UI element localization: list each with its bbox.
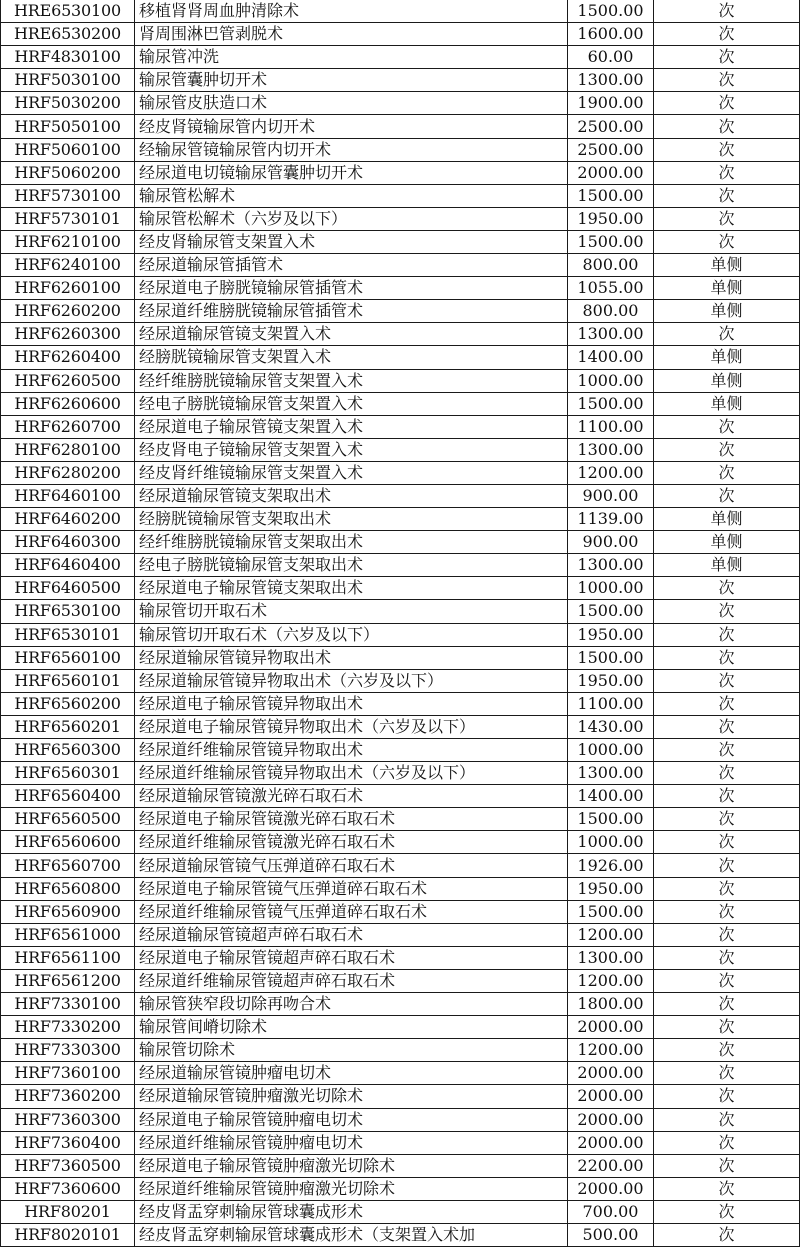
item-unit-cell: 次 bbox=[654, 461, 800, 484]
table-row bbox=[1, 692, 800, 715]
item-code-cell: HRF7360600 bbox=[1, 1177, 135, 1200]
item-unit-cell: 次 bbox=[654, 1016, 800, 1039]
item-unit-cell: 次 bbox=[654, 923, 800, 946]
item-code-cell: HRF7360100 bbox=[1, 1062, 135, 1085]
item-price-cell: 1500.00 bbox=[568, 808, 654, 831]
item-name-cell: 经尿道纤维膀胱镜输尿管插管术 bbox=[135, 300, 568, 323]
item-code-cell: HRF7360400 bbox=[1, 1131, 135, 1154]
table-row bbox=[1, 115, 800, 138]
item-price-cell: 1000.00 bbox=[568, 369, 654, 392]
item-code-cell: HRF6460100 bbox=[1, 484, 135, 507]
item-code-cell: HRF6560500 bbox=[1, 808, 135, 831]
table-row bbox=[1, 1200, 800, 1223]
table-row bbox=[1, 23, 800, 46]
table-row bbox=[1, 1039, 800, 1062]
item-unit-cell: 次 bbox=[654, 115, 800, 138]
item-unit-cell: 次 bbox=[654, 1085, 800, 1108]
item-code-cell: HRF6460200 bbox=[1, 508, 135, 531]
table-row bbox=[1, 438, 800, 461]
item-code-cell: HRF5060100 bbox=[1, 138, 135, 161]
item-name-cell: 经皮肾输尿管支架置入术 bbox=[135, 230, 568, 253]
item-unit-cell: 次 bbox=[654, 969, 800, 992]
item-unit-cell: 次 bbox=[654, 1039, 800, 1062]
item-unit-cell: 次 bbox=[654, 692, 800, 715]
item-unit-cell: 次 bbox=[654, 877, 800, 900]
item-code-cell: HRF6280200 bbox=[1, 461, 135, 484]
item-price-cell: 2000.00 bbox=[568, 161, 654, 184]
table-row bbox=[1, 1223, 800, 1246]
item-price-cell: 700.00 bbox=[568, 1200, 654, 1223]
item-name-cell: 经尿道输尿管镜支架取出术 bbox=[135, 484, 568, 507]
table-row bbox=[1, 69, 800, 92]
item-code-cell: HRF5050100 bbox=[1, 115, 135, 138]
table-row bbox=[1, 0, 800, 23]
item-price-cell: 800.00 bbox=[568, 254, 654, 277]
item-price-cell: 1300.00 bbox=[568, 762, 654, 785]
item-unit-cell: 次 bbox=[654, 646, 800, 669]
item-price-cell: 1300.00 bbox=[568, 946, 654, 969]
table-row bbox=[1, 1085, 800, 1108]
item-name-cell: 经纤维膀胱镜输尿管支架置入术 bbox=[135, 369, 568, 392]
item-unit-cell: 次 bbox=[654, 900, 800, 923]
item-unit-cell: 次 bbox=[654, 184, 800, 207]
item-price-cell: 2000.00 bbox=[568, 1177, 654, 1200]
item-unit-cell: 单侧 bbox=[654, 369, 800, 392]
table-row bbox=[1, 138, 800, 161]
table-row bbox=[1, 230, 800, 253]
item-name-cell: 经尿道电切镜输尿管囊肿切开术 bbox=[135, 161, 568, 184]
item-code-cell: HRF7330300 bbox=[1, 1039, 135, 1062]
table-row bbox=[1, 577, 800, 600]
item-code-cell: HRF6460500 bbox=[1, 577, 135, 600]
item-unit-cell: 单侧 bbox=[654, 254, 800, 277]
item-code-cell: HRF5030100 bbox=[1, 69, 135, 92]
item-unit-cell: 单侧 bbox=[654, 300, 800, 323]
item-unit-cell: 次 bbox=[654, 161, 800, 184]
table-row bbox=[1, 785, 800, 808]
item-price-cell: 60.00 bbox=[568, 46, 654, 69]
item-name-cell: 输尿管松解术（六岁及以下） bbox=[135, 207, 568, 230]
fee-table-body bbox=[1, 0, 800, 1247]
item-name-cell: 输尿管冲洗 bbox=[135, 46, 568, 69]
item-name-cell: 经皮肾电子镜输尿管支架置入术 bbox=[135, 438, 568, 461]
item-name-cell: 经膀胱镜输尿管支架置入术 bbox=[135, 346, 568, 369]
item-code-cell: HRF6260700 bbox=[1, 415, 135, 438]
item-name-cell: 经尿道电子输尿管镜超声碎石取石术 bbox=[135, 946, 568, 969]
item-code-cell: HRF6560201 bbox=[1, 715, 135, 738]
item-name-cell: 经尿道输尿管镜异物取出术 bbox=[135, 646, 568, 669]
table-row bbox=[1, 415, 800, 438]
item-price-cell: 1900.00 bbox=[568, 92, 654, 115]
table-row bbox=[1, 808, 800, 831]
item-price-cell: 500.00 bbox=[568, 1223, 654, 1246]
item-name-cell: 经尿道纤维输尿管镜异物取出术 bbox=[135, 739, 568, 762]
item-name-cell: 经尿道输尿管镜异物取出术（六岁及以下） bbox=[135, 669, 568, 692]
item-code-cell: HRF5730101 bbox=[1, 207, 135, 230]
table-row bbox=[1, 900, 800, 923]
item-name-cell: 经尿道输尿管镜肿瘤电切术 bbox=[135, 1062, 568, 1085]
item-code-cell: HRF6560900 bbox=[1, 900, 135, 923]
item-code-cell: HRF5730100 bbox=[1, 184, 135, 207]
item-price-cell: 2000.00 bbox=[568, 1131, 654, 1154]
item-code-cell: HRF6280100 bbox=[1, 438, 135, 461]
table-row bbox=[1, 831, 800, 854]
table-row bbox=[1, 161, 800, 184]
item-price-cell: 2000.00 bbox=[568, 1062, 654, 1085]
item-price-cell: 2000.00 bbox=[568, 1108, 654, 1131]
item-unit-cell: 次 bbox=[654, 46, 800, 69]
item-name-cell: 经尿道输尿管镜超声碎石取石术 bbox=[135, 923, 568, 946]
item-unit-cell: 次 bbox=[654, 1223, 800, 1246]
item-code-cell: HRF6260600 bbox=[1, 392, 135, 415]
item-code-cell: HRE6530200 bbox=[1, 23, 135, 46]
item-unit-cell: 次 bbox=[654, 415, 800, 438]
item-price-cell: 1500.00 bbox=[568, 646, 654, 669]
table-row bbox=[1, 346, 800, 369]
item-code-cell: HRF6560200 bbox=[1, 692, 135, 715]
item-code-cell: HRF6560100 bbox=[1, 646, 135, 669]
item-price-cell: 800.00 bbox=[568, 300, 654, 323]
item-unit-cell: 次 bbox=[654, 669, 800, 692]
table-row bbox=[1, 300, 800, 323]
item-name-cell: 经皮肾盂穿刺输尿管球囊成形术 bbox=[135, 1200, 568, 1223]
item-price-cell: 1139.00 bbox=[568, 508, 654, 531]
item-name-cell: 经输尿管镜输尿管内切开术 bbox=[135, 138, 568, 161]
item-name-cell: 经尿道电子输尿管镜激光碎石取石术 bbox=[135, 808, 568, 831]
table-row bbox=[1, 1016, 800, 1039]
item-unit-cell: 次 bbox=[654, 715, 800, 738]
item-name-cell: 经电子膀胱镜输尿管支架置入术 bbox=[135, 392, 568, 415]
item-price-cell: 1300.00 bbox=[568, 69, 654, 92]
item-price-cell: 900.00 bbox=[568, 484, 654, 507]
table-row bbox=[1, 461, 800, 484]
table-row bbox=[1, 993, 800, 1016]
item-price-cell: 1800.00 bbox=[568, 993, 654, 1016]
item-name-cell: 经尿道纤维输尿管镜激光碎石取石术 bbox=[135, 831, 568, 854]
item-unit-cell: 次 bbox=[654, 323, 800, 346]
table-row bbox=[1, 392, 800, 415]
table-row bbox=[1, 1108, 800, 1131]
item-price-cell: 1950.00 bbox=[568, 877, 654, 900]
item-price-cell: 900.00 bbox=[568, 531, 654, 554]
item-name-cell: 经尿道电子输尿管镜肿瘤激光切除术 bbox=[135, 1154, 568, 1177]
item-code-cell: HRF5030200 bbox=[1, 92, 135, 115]
item-code-cell: HRF6260100 bbox=[1, 277, 135, 300]
item-name-cell: 输尿管间嵴切除术 bbox=[135, 1016, 568, 1039]
item-name-cell: 经尿道输尿管镜肿瘤激光切除术 bbox=[135, 1085, 568, 1108]
item-unit-cell: 次 bbox=[654, 739, 800, 762]
item-price-cell: 1500.00 bbox=[568, 230, 654, 253]
item-name-cell: 经尿道纤维输尿管镜肿瘤激光切除术 bbox=[135, 1177, 568, 1200]
item-code-cell: HRF6530100 bbox=[1, 600, 135, 623]
table-row bbox=[1, 969, 800, 992]
item-unit-cell: 单侧 bbox=[654, 508, 800, 531]
item-price-cell: 1400.00 bbox=[568, 785, 654, 808]
item-name-cell: 输尿管切开取石术（六岁及以下） bbox=[135, 623, 568, 646]
item-code-cell: HRF6260500 bbox=[1, 369, 135, 392]
item-price-cell: 1100.00 bbox=[568, 415, 654, 438]
item-code-cell: HRF6210100 bbox=[1, 230, 135, 253]
item-price-cell: 1500.00 bbox=[568, 0, 654, 23]
item-price-cell: 1200.00 bbox=[568, 1039, 654, 1062]
item-unit-cell: 次 bbox=[654, 230, 800, 253]
item-unit-cell: 次 bbox=[654, 993, 800, 1016]
item-unit-cell: 次 bbox=[654, 808, 800, 831]
item-name-cell: 经皮肾纤维镜输尿管支架置入术 bbox=[135, 461, 568, 484]
table-row bbox=[1, 1131, 800, 1154]
item-price-cell: 1300.00 bbox=[568, 438, 654, 461]
table-row bbox=[1, 762, 800, 785]
item-price-cell: 1500.00 bbox=[568, 392, 654, 415]
item-code-cell: HRF7330100 bbox=[1, 993, 135, 1016]
item-price-cell: 2200.00 bbox=[568, 1154, 654, 1177]
item-price-cell: 1300.00 bbox=[568, 554, 654, 577]
item-code-cell: HRF6260400 bbox=[1, 346, 135, 369]
item-code-cell: HRF7360500 bbox=[1, 1154, 135, 1177]
item-unit-cell: 次 bbox=[654, 23, 800, 46]
item-unit-cell: 单侧 bbox=[654, 277, 800, 300]
table-row bbox=[1, 854, 800, 877]
item-unit-cell: 单侧 bbox=[654, 346, 800, 369]
item-code-cell: HRF6561200 bbox=[1, 969, 135, 992]
item-unit-cell: 次 bbox=[654, 1108, 800, 1131]
item-price-cell: 1200.00 bbox=[568, 461, 654, 484]
item-code-cell: HRF6530101 bbox=[1, 623, 135, 646]
item-unit-cell: 次 bbox=[654, 785, 800, 808]
item-name-cell: 经尿道电子膀胱镜输尿管插管术 bbox=[135, 277, 568, 300]
item-name-cell: 经尿道电子输尿管镜气压弹道碎石取石术 bbox=[135, 877, 568, 900]
item-name-cell: 经纤维膀胱镜输尿管支架取出术 bbox=[135, 531, 568, 554]
item-unit-cell: 次 bbox=[654, 577, 800, 600]
item-price-cell: 1500.00 bbox=[568, 900, 654, 923]
table-row bbox=[1, 554, 800, 577]
item-name-cell: 经尿道纤维输尿管镜超声碎石取石术 bbox=[135, 969, 568, 992]
item-unit-cell: 单侧 bbox=[654, 554, 800, 577]
item-price-cell: 1926.00 bbox=[568, 854, 654, 877]
item-price-cell: 1100.00 bbox=[568, 692, 654, 715]
item-price-cell: 1000.00 bbox=[568, 739, 654, 762]
table-row bbox=[1, 739, 800, 762]
item-unit-cell: 次 bbox=[654, 1177, 800, 1200]
item-price-cell: 2000.00 bbox=[568, 1016, 654, 1039]
item-code-cell: HRF6560400 bbox=[1, 785, 135, 808]
table-row bbox=[1, 207, 800, 230]
table-row bbox=[1, 623, 800, 646]
item-price-cell: 2500.00 bbox=[568, 138, 654, 161]
item-code-cell: HRF6560101 bbox=[1, 669, 135, 692]
item-unit-cell: 次 bbox=[654, 0, 800, 23]
item-name-cell: 经尿道纤维输尿管镜肿瘤电切术 bbox=[135, 1131, 568, 1154]
item-unit-cell: 次 bbox=[654, 831, 800, 854]
item-code-cell: HRF6260200 bbox=[1, 300, 135, 323]
item-code-cell: HRF6460300 bbox=[1, 531, 135, 554]
item-price-cell: 1600.00 bbox=[568, 23, 654, 46]
item-price-cell: 1300.00 bbox=[568, 323, 654, 346]
item-code-cell: HRF6561000 bbox=[1, 923, 135, 946]
item-unit-cell: 次 bbox=[654, 69, 800, 92]
table-row bbox=[1, 531, 800, 554]
item-unit-cell: 次 bbox=[654, 92, 800, 115]
table-row bbox=[1, 46, 800, 69]
table-row bbox=[1, 715, 800, 738]
item-code-cell: HRF6240100 bbox=[1, 254, 135, 277]
item-unit-cell: 次 bbox=[654, 623, 800, 646]
item-price-cell: 1430.00 bbox=[568, 715, 654, 738]
item-unit-cell: 次 bbox=[654, 1131, 800, 1154]
item-unit-cell: 次 bbox=[654, 207, 800, 230]
item-code-cell: HRF6560301 bbox=[1, 762, 135, 785]
item-unit-cell: 次 bbox=[654, 762, 800, 785]
item-price-cell: 1950.00 bbox=[568, 669, 654, 692]
item-code-cell: HRF6260300 bbox=[1, 323, 135, 346]
table-row bbox=[1, 877, 800, 900]
item-code-cell: HRF80201 bbox=[1, 1200, 135, 1223]
item-name-cell: 经尿道输尿管镜气压弹道碎石取石术 bbox=[135, 854, 568, 877]
item-name-cell: 经皮肾镜输尿管内切开术 bbox=[135, 115, 568, 138]
table-row bbox=[1, 923, 800, 946]
item-code-cell: HRF6561100 bbox=[1, 946, 135, 969]
item-price-cell: 1500.00 bbox=[568, 600, 654, 623]
item-unit-cell: 次 bbox=[654, 1062, 800, 1085]
item-code-cell: HRE6530100 bbox=[1, 0, 135, 23]
item-name-cell: 经尿道电子输尿管镜异物取出术 bbox=[135, 692, 568, 715]
table-row bbox=[1, 946, 800, 969]
item-price-cell: 1200.00 bbox=[568, 969, 654, 992]
table-row bbox=[1, 277, 800, 300]
item-code-cell: HRF6560300 bbox=[1, 739, 135, 762]
item-name-cell: 输尿管切除术 bbox=[135, 1039, 568, 1062]
item-code-cell: HRF7360200 bbox=[1, 1085, 135, 1108]
table-row bbox=[1, 508, 800, 531]
item-unit-cell: 次 bbox=[654, 1200, 800, 1223]
item-code-cell: HRF8020101 bbox=[1, 1223, 135, 1246]
item-unit-cell: 次 bbox=[654, 854, 800, 877]
item-unit-cell: 次 bbox=[654, 138, 800, 161]
item-code-cell: HRF6460400 bbox=[1, 554, 135, 577]
item-price-cell: 1950.00 bbox=[568, 207, 654, 230]
item-name-cell: 输尿管狭窄段切除再吻合术 bbox=[135, 993, 568, 1016]
table-row bbox=[1, 1154, 800, 1177]
item-price-cell: 1400.00 bbox=[568, 346, 654, 369]
item-name-cell: 经电子膀胱镜输尿管支架取出术 bbox=[135, 554, 568, 577]
item-name-cell: 经尿道纤维输尿管镜异物取出术（六岁及以下） bbox=[135, 762, 568, 785]
item-price-cell: 1200.00 bbox=[568, 923, 654, 946]
item-name-cell: 经尿道电子输尿管镜异物取出术（六岁及以下） bbox=[135, 715, 568, 738]
item-unit-cell: 次 bbox=[654, 946, 800, 969]
item-price-cell: 2000.00 bbox=[568, 1085, 654, 1108]
item-name-cell: 经尿道电子输尿管镜支架置入术 bbox=[135, 415, 568, 438]
item-name-cell: 经皮肾盂穿刺输尿管球囊成形术（支架置入术加 bbox=[135, 1223, 568, 1246]
item-unit-cell: 次 bbox=[654, 1154, 800, 1177]
item-code-cell: HRF4830100 bbox=[1, 46, 135, 69]
item-price-cell: 1950.00 bbox=[568, 623, 654, 646]
table-row bbox=[1, 1177, 800, 1200]
table-row bbox=[1, 646, 800, 669]
item-name-cell: 经尿道纤维输尿管镜气压弹道碎石取石术 bbox=[135, 900, 568, 923]
item-code-cell: HRF7360300 bbox=[1, 1108, 135, 1131]
item-name-cell: 输尿管切开取石术 bbox=[135, 600, 568, 623]
item-unit-cell: 单侧 bbox=[654, 531, 800, 554]
item-code-cell: HRF6560800 bbox=[1, 877, 135, 900]
item-unit-cell: 次 bbox=[654, 600, 800, 623]
item-name-cell: 移植肾肾周血肿清除术 bbox=[135, 0, 568, 23]
item-name-cell: 经膀胱镜输尿管支架取出术 bbox=[135, 508, 568, 531]
item-code-cell: HRF7330200 bbox=[1, 1016, 135, 1039]
item-name-cell: 经尿道输尿管插管术 bbox=[135, 254, 568, 277]
item-name-cell: 经尿道输尿管镜支架置入术 bbox=[135, 323, 568, 346]
item-price-cell: 1000.00 bbox=[568, 831, 654, 854]
item-price-cell: 1000.00 bbox=[568, 577, 654, 600]
item-name-cell: 输尿管囊肿切开术 bbox=[135, 69, 568, 92]
item-code-cell: HRF5060200 bbox=[1, 161, 135, 184]
item-name-cell: 经尿道电子输尿管镜肿瘤电切术 bbox=[135, 1108, 568, 1131]
table-row bbox=[1, 600, 800, 623]
item-price-cell: 1055.00 bbox=[568, 277, 654, 300]
table-row bbox=[1, 184, 800, 207]
table-row bbox=[1, 254, 800, 277]
table-row bbox=[1, 1062, 800, 1085]
item-name-cell: 输尿管松解术 bbox=[135, 184, 568, 207]
item-name-cell: 经尿道电子输尿管镜支架取出术 bbox=[135, 577, 568, 600]
table-row bbox=[1, 484, 800, 507]
item-code-cell: HRF6560700 bbox=[1, 854, 135, 877]
table-row bbox=[1, 323, 800, 346]
item-code-cell: HRF6560600 bbox=[1, 831, 135, 854]
item-unit-cell: 次 bbox=[654, 438, 800, 461]
item-name-cell: 肾周围淋巴管剥脱术 bbox=[135, 23, 568, 46]
table-row bbox=[1, 369, 800, 392]
item-unit-cell: 单侧 bbox=[654, 392, 800, 415]
item-unit-cell: 次 bbox=[654, 484, 800, 507]
table-row bbox=[1, 669, 800, 692]
item-price-cell: 1500.00 bbox=[568, 184, 654, 207]
table-row bbox=[1, 92, 800, 115]
item-price-cell: 2500.00 bbox=[568, 115, 654, 138]
item-name-cell: 经尿道输尿管镜激光碎石取石术 bbox=[135, 785, 568, 808]
item-name-cell: 输尿管皮肤造口术 bbox=[135, 92, 568, 115]
